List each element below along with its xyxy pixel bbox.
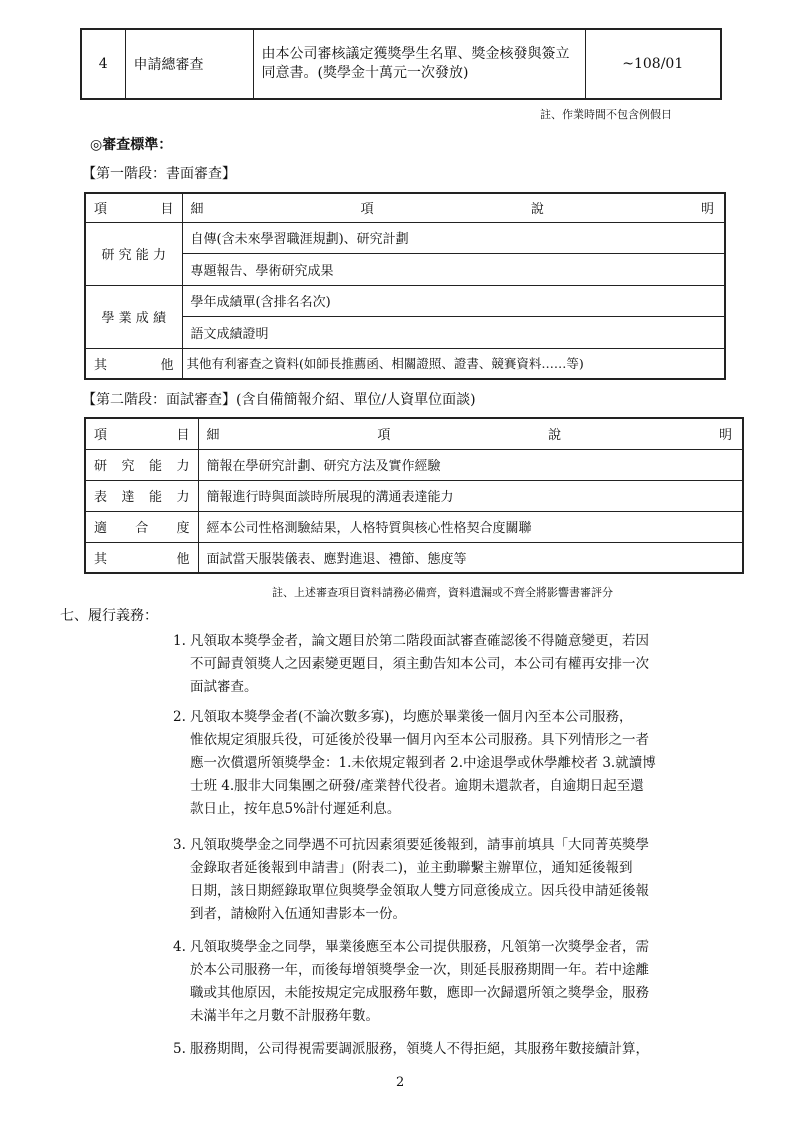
item-line: 於本公司服務一年，而後每增領獎學金一次，則延長服務期間一年。若中途離 [190, 962, 649, 978]
item-number: 4. [173, 939, 186, 955]
stage2-title-line [82, 389, 476, 409]
table-header-row [85, 418, 743, 449]
row-label-char: 研 [94, 459, 108, 474]
table-row [85, 480, 743, 511]
row-label-char: 合 [135, 521, 149, 536]
item-line: 服務期間，公司得視需要調派服務，領獎人不得拒絕，其服務年數接續計算， [190, 1041, 649, 1057]
header-item-a: 項 [94, 428, 108, 444]
stage1-table [84, 192, 726, 380]
item-line: 職或其他原因，未能按規定完成服務年數，應即一次歸還所領之獎學金，服務 [190, 985, 649, 1001]
item-line: 面試審查。 [190, 679, 258, 695]
item-line: 惟依規定須服兵役，可延後於役畢一個月內至本公司服務。具下列情形之一者 [190, 732, 649, 748]
group-label: 研 究 能 力 [85, 222, 182, 285]
stage2-subtitle: (含自備簡報介紹、單位/人資單位面談) [236, 392, 476, 408]
obligation-item-3 [173, 834, 753, 926]
header-desc-char: 項 [377, 428, 391, 444]
table-row [81, 29, 721, 99]
schedule-note: 註、作業時間不包含例假日 [540, 108, 672, 121]
header-desc-char: 細 [206, 428, 220, 444]
item-number: 2. [173, 709, 186, 725]
detail-cell: 簡報進行時與面談時所展現的溝通表達能力 [198, 480, 743, 511]
item-line: 凡領取獎學金之同學，畢業後應至本公司提供服務，凡領第一次獎學金者，需 [190, 939, 649, 955]
detail-cell: 自傳(含未來學習職涯規劃)、研究計劃 [182, 222, 725, 253]
header-desc-char: 說 [530, 202, 544, 218]
item-line: 款日止，按年息5%計付遲延利息。 [190, 801, 401, 817]
detail-cell: 面試當天服裝儀表、應對進退、禮節、態度等 [198, 542, 743, 573]
group-label: 學 業 成 績 [85, 285, 182, 348]
item-line: 凡領取本獎學金者(不論次數多寡)，均應於畢業後一個月內至本公司服務， [190, 709, 633, 725]
item-line: 金錄取者延後報到申請書」(附表二)，並主動聯繫主辦單位，通知延後報到 [190, 860, 633, 876]
step-date: ~108/01 [585, 29, 721, 99]
row-label-char: 達 [121, 490, 135, 505]
item-number: 5. [173, 1041, 186, 1057]
header-desc-char: 明 [718, 428, 732, 444]
detail-cell: 其他有利審查之資料(如師長推薦函、相關證照、證書、競賽資料……等) [182, 348, 725, 379]
criteria-heading: ◎審查標準： [90, 137, 173, 153]
item-line: 凡領取獎學金之同學遇不可抗因素須要延後報到，請事前填具「大同菁英獎學 [190, 837, 649, 853]
obligation-item-2 [173, 706, 753, 821]
stage2-table [84, 417, 744, 574]
row-label-char: 究 [121, 459, 135, 474]
header-item-a: 項 [94, 202, 108, 218]
detail-cell: 專題報告、學術研究成果 [182, 253, 725, 285]
obligation-item-4 [173, 936, 753, 1028]
row-label-char: 度 [176, 521, 190, 536]
item-line: 士班 4.服非大同集團之研發/產業替代役者。逾期未還款者，自逾期日起至還 [190, 778, 644, 794]
row-label-char: 能 [148, 490, 162, 505]
detail-cell: 經本公司性格測驗結果，人格特質與核心性格契合度關聯 [198, 511, 743, 542]
detail-cell: 學年成績單(含排名名次) [182, 285, 725, 316]
header-desc-char: 細 [190, 202, 204, 218]
item-number: 1. [173, 633, 186, 649]
row-label-char: 其 [94, 551, 108, 567]
header-desc-char: 項 [360, 202, 374, 218]
table-row [85, 542, 743, 573]
header-item-b: 目 [160, 202, 174, 218]
row-label-char: 力 [176, 459, 190, 474]
detail-cell: 語文成績證明 [182, 316, 725, 348]
row-label-char: 力 [176, 490, 190, 505]
header-desc-char: 明 [700, 202, 714, 218]
section7-title: 七、履行義務： [60, 608, 158, 624]
item-line: 應一次償還所領獎學金：1.未依規定報到者 2.中途退學或休學離校者 3.就讀博 [190, 755, 656, 771]
header-desc-char: 說 [548, 428, 562, 444]
other-label-b: 他 [160, 357, 174, 373]
schedule-table [80, 28, 722, 100]
detail-cell: 簡報在學研究計劃、研究方法及實作經驗 [198, 449, 743, 480]
step-description: 由本公司審核議定獲獎學生名單、獎金核發與簽立同意書。(獎學金十萬元一次發放) [253, 29, 585, 99]
step-number: 4 [81, 29, 125, 99]
page-number: 2 [396, 1075, 405, 1090]
header-item-b: 目 [176, 428, 190, 444]
item-line: 不可歸責領獎人之因素變更題目，須主動告知本公司，本公司有權再安排一次 [190, 656, 649, 672]
step-item: 申請總審查 [125, 29, 253, 99]
item-line: 日期，該日期經錄取單位與獎學金領取人雙方同意後成立。因兵役申請延後報 [190, 883, 649, 899]
stage2-note: 註、上述審查項目資料請務必備齊，資料遺漏或不齊全將影響書審評分 [272, 586, 613, 599]
row-label-char: 能 [148, 459, 162, 474]
item-line: 未滿半年之月數不計服務年數。 [190, 1008, 379, 1024]
obligation-item-1 [173, 630, 753, 699]
table-row [85, 348, 725, 379]
table-header-row [85, 193, 725, 222]
row-label-char: 表 [94, 490, 108, 505]
other-label-a: 其 [94, 357, 108, 373]
table-row [85, 449, 743, 480]
stage1-title: 【第一階段：書面審查】 [82, 166, 236, 182]
table-row [85, 285, 725, 316]
item-line: 到者，請檢附入伍通知書影本一份。 [190, 906, 406, 922]
obligation-item-5 [173, 1038, 753, 1061]
item-line: 凡領取本獎學金者，論文題目於第二階段面試審查確認後不得隨意變更，若因 [190, 633, 649, 649]
row-label-char: 適 [94, 521, 108, 536]
row-label-char: 他 [176, 551, 190, 567]
table-row [85, 511, 743, 542]
stage2-title: 【第二階段：面試審查】 [82, 392, 236, 408]
table-row [85, 222, 725, 253]
item-number: 3. [173, 837, 186, 853]
